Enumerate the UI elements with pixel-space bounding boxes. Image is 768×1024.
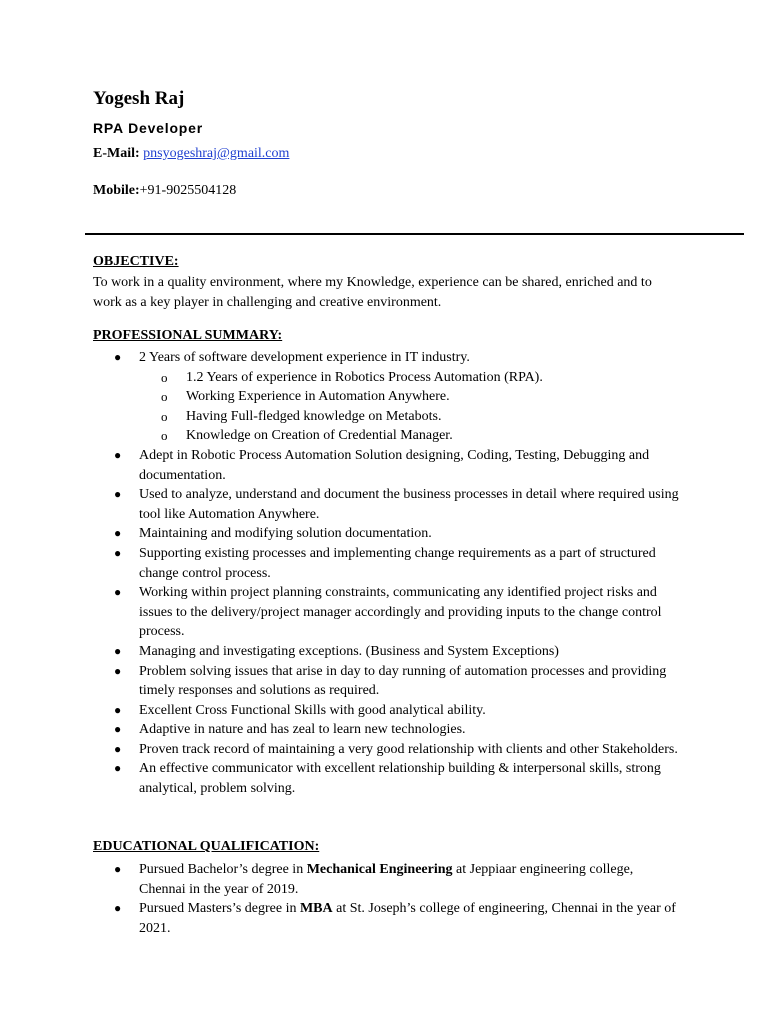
circle-bullet-icon: o [161,389,168,405]
list-item [93,446,679,485]
summary-item-text: Used to analyze, understand and document the business processes in detail where required using tool like Automation Anywhere. [139,487,679,522]
bullet-icon: ● [114,741,122,756]
list-item [93,701,679,721]
sub-item-text: 1.2 Years of experience in Robotics Process Automation (RPA). [186,369,543,385]
mobile-number: +91-9025504128 [139,183,237,198]
education-section [93,838,693,938]
sub-list-item [139,368,679,388]
education-list [93,860,693,938]
summary-item-text: Adept in Robotic Process Automation Solution designing, Coding, Testing, Debugging and documentation. [139,447,650,483]
sub-list-item [139,407,679,427]
bullet-icon: ● [114,722,122,737]
education-text-pre: Pursued Masters’s degree in [139,901,300,916]
sub-item-text: Working Experience in Automation Anywhere. [186,389,450,405]
circle-bullet-icon: o [161,428,168,444]
summary-item-text: Adaptive in nature and has zeal to learn new technologies. [139,722,466,738]
summary-list [93,348,693,799]
objective-text: To work in a quality environment, where my Knowledge, experience can be shared, enriched and to work as a key player in challenging and creative environment. [93,275,652,310]
bullet-icon: ● [114,761,122,776]
list-item [93,662,679,701]
bullet-icon: ● [114,862,122,876]
bullet-icon: ● [114,487,122,502]
education-text-post: at St. Joseph’s college of engineering, Chennai in the year of 2021. [139,901,676,936]
summary-item-text: Proven track record of maintaining a very good relationship with clients and other Stakeholders. [139,741,678,757]
list-item [93,740,679,760]
list-item [93,485,679,524]
bullet-icon: ● [114,526,122,541]
list-item [93,759,679,798]
circle-bullet-icon: o [161,408,168,424]
sub-item-text: Knowledge on Creation of Credential Manager. [186,428,453,444]
bullet-icon: ● [114,545,122,560]
education-text-pre: Pursued Bachelor’s degree in [139,862,307,877]
bullet-icon: ● [114,702,122,717]
bullet-icon: ● [114,585,122,600]
education-degree: Mechanical Engineering [306,862,453,877]
email-link[interactable]: pnsyogeshraj@gmail.com [143,146,290,161]
list-item [93,860,679,899]
list-item [93,348,679,446]
summary-item-text: An effective communicator with excellent relationship building & interpersonal skills, strong analytical, problem solving. [139,761,661,797]
bullet-icon: ● [114,901,122,915]
objective-section [93,253,693,312]
bullet-icon: ● [114,350,122,364]
circle-bullet-icon: o [161,369,168,385]
list-item [93,899,679,938]
candidate-name: Yogesh Raj [93,88,185,109]
summary-item-text: 2 Years of software development experience in IT industry. [139,350,470,365]
summary-item-text: Problem solving issues that arise in day to day running of automation processes and providing timely responses and solutions as required. [139,663,667,699]
sub-list-item [139,426,679,446]
list-item [93,544,679,583]
summary-item-text: Working within project planning constraints, communicating any identified project risks and issues to the delivery/project manager accordingly and providing inputs to the change control process. [139,585,662,640]
education-degree: MBA [299,901,333,916]
bullet-icon: ● [114,447,122,462]
summary-item-text: Maintaining and modifying solution documentation. [139,526,432,542]
bullet-icon: ● [114,663,122,678]
email-label: E-Mail: [93,146,140,161]
summary-item-text: Excellent Cross Functional Skills with good analytical ability. [139,702,486,718]
list-item [93,524,679,544]
sub-item-text: Having Full-fledged knowledge on Metabots. [186,408,442,424]
summary-section [93,327,693,799]
summary-heading: PROFESSIONAL SUMMARY: [93,328,283,343]
candidate-role: RPA Developer [93,120,203,136]
bullet-icon: ● [114,643,122,658]
list-item [93,642,679,662]
objective-heading: OBJECTIVE: [93,254,179,269]
education-heading: EDUCATIONAL QUALIFICATION: [93,839,320,854]
header-divider [85,233,744,235]
mobile-line [93,182,236,200]
summary-item-text: Managing and investigating exceptions. (Business and System Exceptions) [139,643,559,659]
sub-list-item [139,387,679,407]
education-text-post: at Jeppiaar engineering college, Chennai in the year of 2019. [139,862,634,897]
summary-item-text: Supporting existing processes and implementing change requirements as a part of structured change control process. [139,545,656,581]
list-item [93,720,679,740]
list-item [93,583,679,642]
mobile-label: Mobile: [93,183,140,198]
email-line [93,145,289,163]
summary-sublist [139,368,679,446]
